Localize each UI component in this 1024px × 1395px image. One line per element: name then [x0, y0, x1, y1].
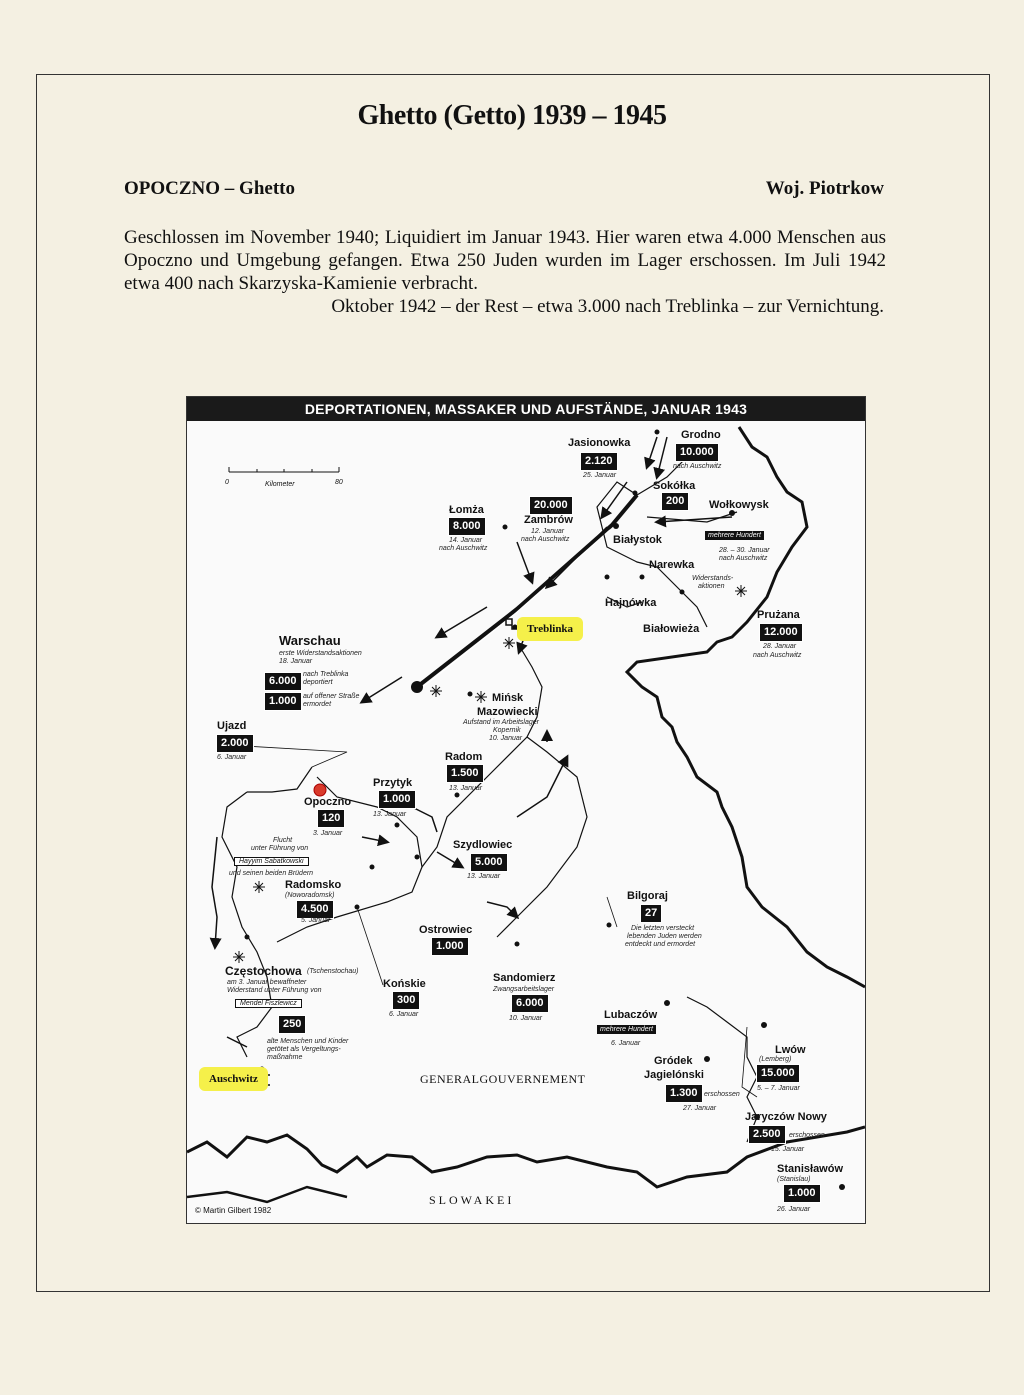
note-minsk-1: Aufstand im Arbeitslager — [463, 719, 539, 726]
note-flucht-3: und seinen beiden Brüdern — [229, 870, 314, 877]
note-bilgoraj-2: lebenden Juden werden — [627, 933, 702, 940]
note-wolkowysk-1: 28. – 30. Januar — [719, 547, 770, 554]
place-szydlowiec: Szydlowiec — [453, 839, 513, 851]
count-radom: 1.500 — [447, 765, 483, 782]
name-fiszlewicz: Mendel Fiszlewicz — [235, 999, 302, 1008]
place-ujazd: Ujazd — [217, 720, 247, 732]
note-czestochowa-1: am 3. Januar bewaffneter — [227, 979, 307, 986]
note-radomsko-alt: (Noworadomsk) — [285, 892, 335, 899]
place-narewka: Narewka — [649, 559, 695, 571]
place-grodno: Grodno — [681, 429, 721, 441]
note-stanislawow: 26. Januar — [777, 1206, 811, 1213]
count-warschau-1: 6.000 — [265, 673, 301, 690]
place-wolkowysk: Wołkowysk — [709, 499, 769, 511]
note-narewka-2: aktionen — [698, 583, 725, 590]
note-czestochowa-alt: (Tschenstochau) — [307, 968, 359, 975]
note-grodek-2: 27. Januar — [683, 1105, 717, 1112]
note-warschau-2: 18. Januar — [279, 658, 313, 665]
note-szydlowiec: 13. Januar — [467, 873, 501, 880]
place-ostrowiec: Ostrowiec — [419, 924, 473, 936]
note-lwow: 5. – 7. Januar — [757, 1085, 800, 1092]
place-minsk-2: Mazowiecki — [477, 706, 538, 718]
note-lomza-1: 14. Januar — [449, 537, 483, 544]
place-hajnowka: Hajnówka — [605, 597, 657, 609]
place-lwow: Lwów — [775, 1044, 806, 1056]
count-lomza: 8.000 — [449, 518, 485, 535]
note-radom: 13. Januar — [449, 785, 483, 792]
note-minsk-2: Kopernik — [493, 727, 521, 734]
note-warschau-4: deportiert — [303, 679, 333, 686]
note-jaryczow-1: erschossen — [789, 1132, 825, 1139]
note-warschau-5: auf offener Straße — [303, 693, 360, 700]
place-minsk: Mińsk — [492, 692, 524, 704]
count-opoczno: 120 — [318, 810, 344, 827]
page-title: Ghetto (Getto) 1939 – 1945 — [357, 100, 667, 131]
count-pruzana: 12.000 — [760, 624, 802, 641]
eastern-border — [627, 427, 865, 987]
note-opoczno: 3. Januar — [313, 830, 343, 837]
place-jasionowka: Jasionowka — [568, 437, 631, 449]
place-pruzana: Prużana — [757, 609, 800, 621]
note-wolkowysk-2: nach Auschwitz — [719, 555, 768, 562]
count-grodek: 1.300 — [666, 1085, 702, 1102]
place-zambrow: Zambrów — [524, 514, 573, 526]
note-bilgoraj-1: Die letzten versteckt — [631, 925, 695, 932]
count-zambrow: 20.000 — [530, 497, 572, 514]
map-copyright: © Martin Gilbert 1982 — [195, 1206, 272, 1215]
note-minsk-3: 10. Januar — [489, 735, 523, 742]
place-konskie: Końskie — [383, 978, 426, 990]
scale-end: 80 — [335, 479, 343, 486]
count-wolkowysk: mehrere Hundert — [705, 531, 764, 540]
region-generalgouvernement: GENERALGOUVERNEMENT — [420, 1072, 586, 1086]
place-radomsko: Radomsko — [285, 879, 342, 891]
note-warschau-1: erste Widerstandsaktionen — [279, 650, 362, 657]
note-pruzana-1: 28. Januar — [763, 643, 797, 650]
note-grodno: nach Auschwitz — [673, 463, 722, 470]
description-paragraph: Geschlossen im November 1940; Liquidiert im Januar 1943. Hier waren etwa 4.000 Menschen aus Opoczno und Umgebung gefangen. Etwa 250 Juden wurden im Lager erschossen. Im Juli 1942 etwa 400 nach Skarzyska-Kamienie verbracht. — [124, 227, 886, 294]
name-sabatkowski: Hayyim Sabatkowski — [234, 857, 309, 866]
place-sandomierz: Sandomierz — [493, 972, 556, 984]
count-radomsko: 4.500 — [297, 901, 333, 918]
count-stanislawow: 1.000 — [784, 1185, 820, 1202]
note-zambrow-2: nach Auschwitz — [521, 536, 570, 543]
place-lomza: Łomża — [449, 504, 484, 516]
place-przytyk: Przytyk — [373, 777, 413, 789]
note-stanislawow-alt: (Stanislau) — [777, 1176, 811, 1183]
count-ujazd: 2.000 — [217, 735, 253, 752]
count-konskie: 300 — [393, 992, 419, 1009]
note-flucht-2: unter Führung von — [251, 845, 309, 852]
place-bialowieza: Białowieża — [643, 623, 700, 635]
opoczno-marker — [314, 784, 326, 796]
place-jaryczow: Jaryczów Nowy — [745, 1111, 827, 1123]
count-sokolka: 200 — [662, 493, 688, 510]
note-grodek-1: erschossen — [704, 1091, 740, 1098]
note-warschau-6: ermordet — [303, 701, 332, 708]
place-lubaczow: Lubaczów — [604, 1009, 658, 1021]
note-lomza-2: nach Auschwitz — [439, 545, 488, 552]
note-jasionowka: 25. Januar — [583, 472, 617, 479]
place-stanislawow: Stanisławów — [777, 1163, 844, 1175]
camp-auschwitz: Auschwitz — [199, 1067, 268, 1091]
count-lwow: 15.000 — [757, 1065, 799, 1082]
note-sandomierz-2: 10. Januar — [509, 1015, 543, 1022]
ghetto-name: OPOCZNO – Ghetto — [124, 178, 295, 199]
note-sandomierz-1: Zwangsarbeitslager — [493, 986, 555, 993]
note-czestochowa-3: alte Menschen und Kinder — [267, 1038, 349, 1045]
place-czestochowa: Częstochowa — [225, 964, 302, 978]
description-paragraph-2: Oktober 1942 – der Rest – etwa 3.000 nach Treblinka – zur Vernichtung. — [331, 296, 884, 317]
place-opoczno: Opoczno — [304, 796, 352, 808]
count-przytyk: 1.000 — [379, 791, 415, 808]
place-bilgoraj: Bilgoraj — [627, 890, 668, 902]
count-szydlowiec: 5.000 — [471, 854, 507, 871]
note-bilgoraj-3: entdeckt und ermordet — [625, 941, 696, 948]
note-czestochowa-2: Widerstand unter Führung von — [227, 987, 322, 994]
count-jaryczow: 2.500 — [749, 1126, 785, 1143]
scale-bar — [229, 467, 339, 472]
count-bilgoraj: 27 — [641, 905, 661, 922]
place-grodek-2: Jagielónski — [644, 1069, 704, 1081]
note-narewka-1: Widerstands- — [692, 575, 734, 582]
place-bialystok: Białystok — [613, 534, 662, 546]
note-zambrow-1: 12. Januar — [531, 528, 565, 535]
note-flucht-1: Flucht — [273, 837, 293, 844]
deportation-map — [186, 396, 866, 1224]
scale-start: 0 — [225, 479, 229, 486]
count-sandomierz: 6.000 — [512, 995, 548, 1012]
place-grodek: Gródek — [654, 1055, 693, 1067]
note-czestochowa-5: maßnahme — [267, 1054, 303, 1061]
note-czestochowa-4: getötet als Vergeltungs- — [267, 1046, 341, 1053]
note-lubaczow: 6. Januar — [611, 1040, 641, 1047]
note-ujazd: 6. Januar — [217, 754, 247, 761]
camp-treblinka: Treblinka — [517, 617, 583, 641]
note-konskie: 6. Januar — [389, 1011, 419, 1018]
region-name: Woj. Piotrkow — [765, 178, 884, 199]
count-lubaczow: mehrere Hundert — [597, 1025, 656, 1034]
count-grodno: 10.000 — [676, 444, 718, 461]
place-sokolka: Sokółka — [653, 480, 696, 492]
place-warschau: Warschau — [279, 633, 341, 648]
note-przytyk: 13. Januar — [373, 811, 407, 818]
note-jaryczow-2: 15. Januar — [771, 1146, 805, 1153]
note-lwow-alt: (Lemberg) — [759, 1056, 792, 1063]
scale-unit: Kilometer — [265, 481, 295, 488]
note-warschau-3: nach Treblinka — [303, 671, 349, 678]
count-warschau-2: 1.000 — [265, 693, 301, 710]
map-title: DEPORTATIONEN, MASSAKER UND AUFSTÄNDE, JANUAR 1943 — [187, 397, 865, 421]
count-jasionowka: 2.120 — [581, 453, 617, 470]
place-radom: Radom — [445, 751, 483, 763]
note-pruzana-2: nach Auschwitz — [753, 652, 802, 659]
region-slowakei: SLOWAKEI — [429, 1193, 515, 1207]
note-radomsko: 5. Januar — [301, 917, 331, 924]
count-ostrowiec: 1.000 — [432, 938, 468, 955]
count-czestochowa: 250 — [279, 1016, 305, 1033]
